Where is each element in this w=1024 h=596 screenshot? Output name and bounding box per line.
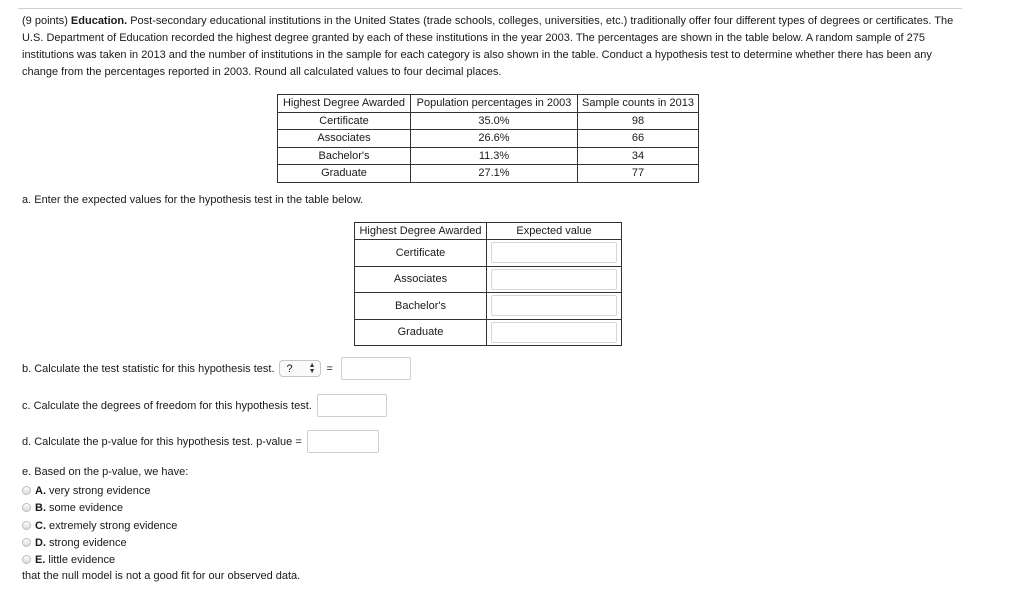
table-cell: 11.3% — [411, 147, 578, 165]
expected-values-table — [354, 222, 622, 346]
population-table — [277, 94, 699, 183]
table-header-row — [278, 95, 699, 113]
problem-intro — [22, 13, 957, 81]
radio-button[interactable] — [22, 521, 31, 530]
table-cell: 35.0% — [411, 112, 578, 130]
table-row — [278, 165, 699, 183]
option-b[interactable] — [22, 499, 123, 516]
degrees-of-freedom-input[interactable] — [317, 394, 387, 417]
table-cell: 77 — [578, 165, 699, 183]
part-a-prompt: a. Enter the expected values for the hypothesis test in the table below. — [22, 194, 364, 206]
table-cell: Certificate — [278, 112, 411, 130]
test-statistic-input[interactable] — [341, 357, 411, 380]
table-row — [278, 147, 699, 165]
radio-button[interactable] — [22, 555, 31, 564]
problem-text: Post-secondary educational institutions in the United States (trade schools, colleges, universities, etc.) traditionally offer four different types of degrees or certificates. The U.S. Department of Education recorded the highest degree granted by each of these institutions in the year 2003. The percentages are shown in the table below. A random sample of 275 institutions was taken in 2013 and the number of institutions in the sample for each category is also shown in the table. Conduct a hypothesis test to determine whether there has been any change from the percentages reported in 2003. Round all calculated values to four decimal places. — [22, 15, 954, 78]
expected-cell — [487, 293, 622, 320]
table-header: Sample counts in 2013 — [578, 95, 699, 113]
expected-cell — [487, 319, 622, 346]
option-letter: D. — [35, 536, 46, 549]
table-header: Expected value — [487, 223, 622, 240]
expected-cell — [487, 266, 622, 293]
table-cell: 66 — [578, 130, 699, 148]
part-e-conclusion: that the null model is not a good fit for our observed data. — [22, 570, 301, 582]
category-label: Certificate — [355, 240, 487, 267]
table-cell: Associates — [278, 130, 411, 148]
expected-cell — [487, 240, 622, 267]
option-letter: A. — [35, 484, 46, 497]
category-label: Associates — [355, 266, 487, 293]
expected-graduate-input[interactable] — [491, 322, 617, 343]
p-value-input[interactable] — [307, 430, 379, 453]
problem-title: Education. — [70, 15, 128, 27]
equals-sign: = — [326, 362, 333, 375]
option-text: extremely strong evidence — [49, 519, 178, 532]
option-e[interactable] — [22, 551, 115, 568]
expected-certificate-input[interactable] — [491, 242, 617, 263]
table-header: Highest Degree Awarded — [355, 223, 487, 240]
option-text: strong evidence — [49, 536, 127, 549]
table-header-row — [355, 223, 622, 240]
table-header: Population percentages in 2003 — [411, 95, 578, 113]
part-b-prompt: b. Calculate the test statistic for this hypothesis test. — [22, 362, 275, 375]
table-cell: 98 — [578, 112, 699, 130]
updown-arrows-icon: ▲ ▼ — [308, 361, 316, 375]
part-d-prompt: d. Calculate the p-value for this hypothesis test. p-value = — [22, 435, 302, 448]
part-c-prompt: c. Calculate the degrees of freedom for this hypothesis test. — [22, 399, 312, 412]
table-cell: 27.1% — [411, 165, 578, 183]
table-cell: Graduate — [278, 165, 411, 183]
top-divider — [18, 8, 962, 9]
radio-button[interactable] — [22, 486, 31, 495]
option-letter: B. — [35, 501, 46, 514]
option-text: some evidence — [49, 501, 123, 514]
table-row — [355, 266, 622, 293]
option-a[interactable] — [22, 482, 151, 499]
option-letter: C. — [35, 519, 46, 532]
table-cell: 26.6% — [411, 130, 578, 148]
table-row — [278, 112, 699, 130]
option-letter: E. — [35, 553, 46, 566]
points-label: (9 points) — [22, 15, 68, 27]
select-value: ? — [286, 362, 293, 375]
table-row — [355, 293, 622, 320]
part-c-row — [22, 394, 387, 417]
table-row — [355, 240, 622, 267]
radio-button[interactable] — [22, 538, 31, 547]
table-row — [278, 130, 699, 148]
category-label: Bachelor's — [355, 293, 487, 320]
part-b-row — [22, 357, 411, 380]
option-d[interactable] — [22, 534, 127, 551]
expected-bachelors-input[interactable] — [491, 295, 617, 316]
category-label: Graduate — [355, 319, 487, 346]
table-cell: Bachelor's — [278, 147, 411, 165]
statistic-select[interactable] — [279, 360, 321, 377]
table-header: Highest Degree Awarded — [278, 95, 411, 113]
option-text: very strong evidence — [49, 484, 151, 497]
part-d-row — [22, 430, 379, 453]
option-c[interactable] — [22, 517, 177, 534]
radio-button[interactable] — [22, 503, 31, 512]
table-row — [355, 319, 622, 346]
part-e-prompt: e. Based on the p-value, we have: — [22, 466, 189, 478]
table-cell: 34 — [578, 147, 699, 165]
expected-associates-input[interactable] — [491, 269, 617, 290]
option-text: little evidence — [48, 553, 116, 566]
